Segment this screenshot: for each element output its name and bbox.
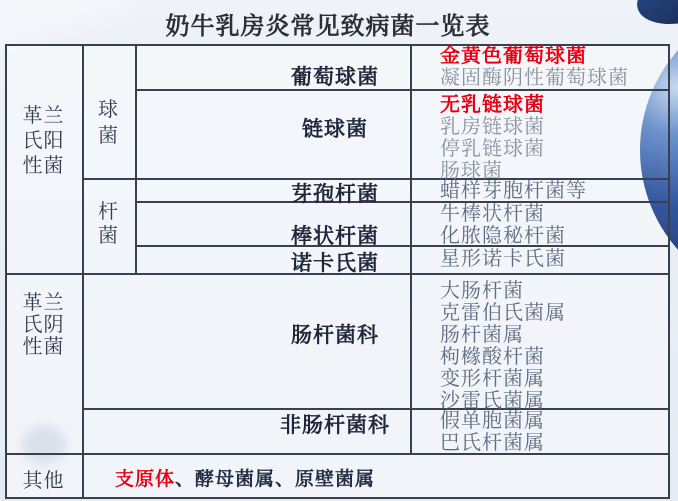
species-item: 假单胞菌属 bbox=[440, 410, 545, 432]
species-cell-non-enterobacteriaceae bbox=[440, 410, 670, 454]
other-row-content bbox=[115, 464, 375, 491]
genus-label-staphylococcus: 葡萄球菌 bbox=[291, 65, 379, 89]
species-item: 大肠杆菌 bbox=[440, 280, 524, 302]
genus-label-streptococcus: 链球菌 bbox=[302, 117, 368, 141]
genus-label-non-enterobacteriaceae: 非肠杆菌科 bbox=[280, 413, 390, 437]
species-item: 巴氏杆菌属 bbox=[440, 432, 545, 454]
species-item: 凝固酶阴性葡萄球菌 bbox=[440, 67, 629, 89]
species-item-highlight: 无乳链球菌 bbox=[440, 94, 545, 116]
species-item: 化脓隐秘杆菌 bbox=[440, 225, 566, 247]
header-line: 菌 bbox=[98, 225, 119, 247]
decor-smudge bbox=[22, 426, 66, 464]
other-row-rest: 、酵母菌属、原壁菌属 bbox=[175, 469, 376, 490]
grid-line-bottom bbox=[5, 497, 670, 499]
species-cell-corynebacterium bbox=[440, 203, 670, 247]
header-line: 菌 bbox=[98, 125, 119, 147]
species-item: 星形诺卡氏菌 bbox=[440, 248, 566, 270]
species-cell-staphylococcus bbox=[440, 45, 670, 89]
header-line: 性菌 bbox=[22, 155, 65, 177]
species-item-highlight: 支原体 bbox=[115, 469, 176, 490]
row-header-gram-positive bbox=[5, 104, 82, 179]
row-header-bacilli bbox=[82, 200, 135, 248]
header-line: 氏阴 bbox=[22, 314, 65, 336]
species-cell-nocardia bbox=[440, 248, 670, 270]
species-item: 克雷伯氏菌属 bbox=[440, 302, 566, 324]
species-item: 蜡样芽胞杆菌等 bbox=[440, 180, 587, 202]
species-item-highlight: 金黄色葡萄球菌 bbox=[440, 45, 587, 67]
page-title: 奶牛乳房炎常见致病菌一览表 bbox=[165, 13, 491, 40]
genus-label-nocardia: 诺卡氏菌 bbox=[291, 251, 379, 275]
species-cell-bacillus bbox=[440, 180, 670, 202]
species-item: 肠球菌 bbox=[440, 160, 503, 182]
species-item: 乳房链球菌 bbox=[440, 116, 545, 138]
header-line: 氏阳 bbox=[22, 130, 65, 152]
genus-label-corynebacterium: 棒状杆菌 bbox=[291, 224, 379, 248]
row-header-other: 其他 bbox=[22, 470, 65, 492]
species-item: 停乳链球菌 bbox=[440, 138, 545, 160]
species-item: 沙雷氏菌属 bbox=[440, 390, 545, 412]
grid-line-col2 bbox=[135, 44, 137, 275]
row-header-gram-negative bbox=[5, 292, 82, 358]
header-line: 革兰 bbox=[22, 105, 65, 127]
row-header-cocci bbox=[82, 97, 135, 149]
header-line: 球 bbox=[98, 99, 119, 121]
species-item: 肠杆菌属 bbox=[440, 324, 524, 346]
genus-label-bacillus: 芽孢杆菌 bbox=[291, 182, 379, 206]
species-item: 牛棒状杆菌 bbox=[440, 203, 545, 225]
genus-label-enterobacteriaceae: 肠杆菌科 bbox=[291, 323, 379, 347]
header-line: 性菌 bbox=[22, 336, 65, 358]
species-item: 枸橼酸杆菌 bbox=[440, 346, 545, 368]
species-item: 变形杆菌属 bbox=[440, 368, 545, 390]
species-cell-streptococcus bbox=[440, 94, 670, 182]
header-line: 杆 bbox=[98, 201, 119, 223]
header-line: 革兰 bbox=[22, 292, 65, 314]
species-cell-enterobacteriaceae bbox=[440, 280, 670, 412]
